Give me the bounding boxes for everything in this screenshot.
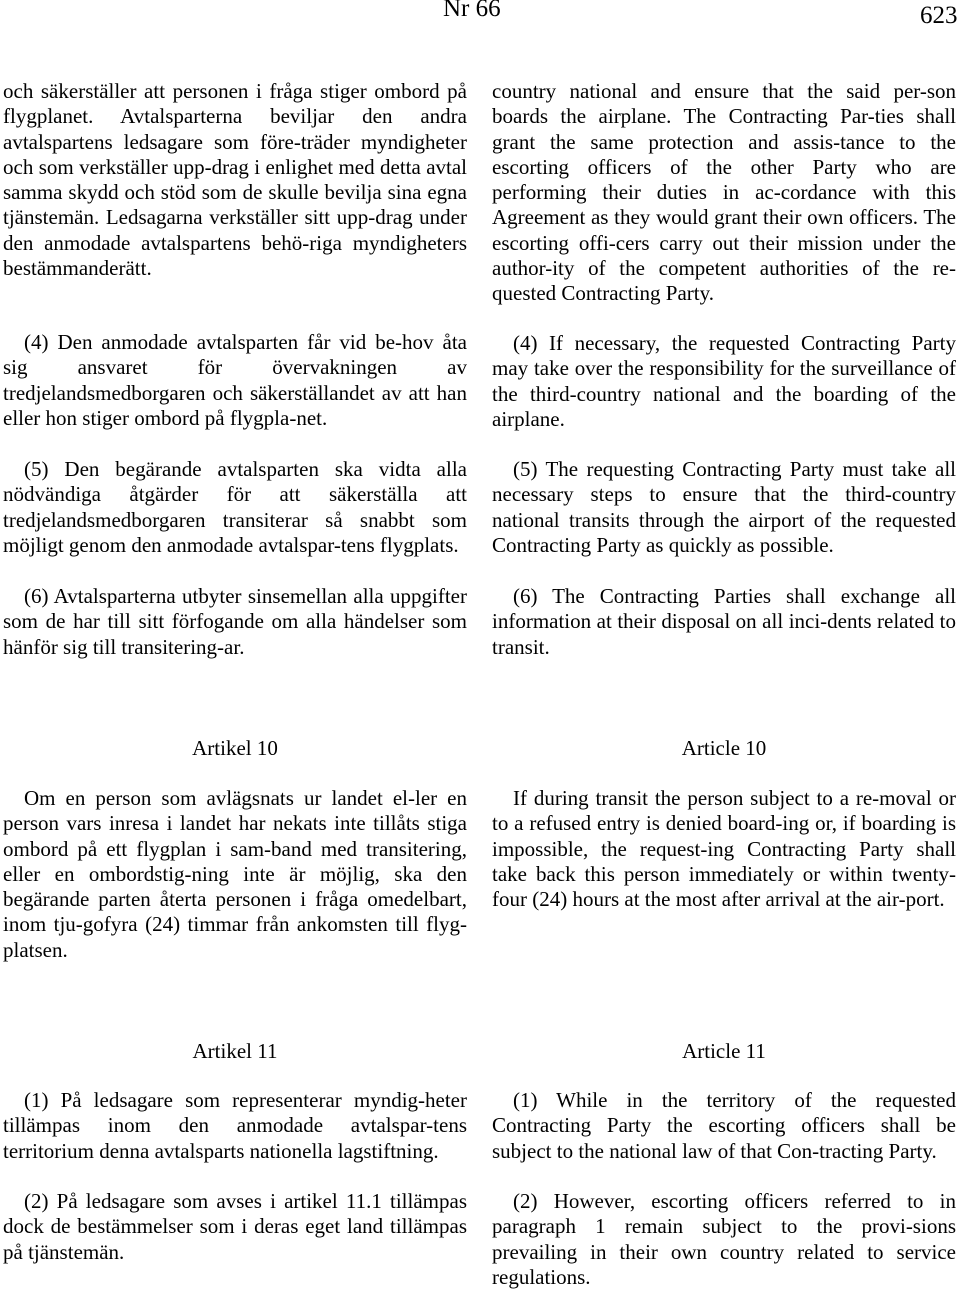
sv-article-11-paragraph-2: (2) På ledsagare som avses i artikel 11.1 tillämpas dock de bestämmelser som i deras eget land tillämpas på tjänstemän. [3,1189,467,1264]
en-paragraph-4: (4) If necessary, the requested Contracting Party may take over the responsibility for the surveillance of the third-country national and the boarding of the airplane. [492,331,956,431]
en-paragraph-5: (5) The requesting Contracting Party must take all necessary steps to ensure that the third-country national transits through the airport of the requested Contracting Party as quickly as possible. [492,457,956,557]
en-article-10-title: Article 10 [681,736,767,760]
sv-article-10-text: Om en person som avlägsnats ur landet el-ler en person vars inresa i landet har nekats inte tillåts stiga ombord på ett flygplan i sam-band med transitering, eller en ombordstig-ning inte är möjlig, ska den begärande parten återta personen i fråga omedelbart, inom tju-gofyra (24) timmar från ankomsten till flyg-platsen. [3,786,467,962]
en-article-10-text: If during transit the person subject to a re-moval or to a refused entry is denied board-ing or, if boarding is impossible, the request-ing Contracting Party shall take back this person immediately or within twenty-four (24) hours at the most after arrival at the air-port. [492,786,956,912]
sv-article-11-title: Artikel 11 [192,1039,278,1063]
sv-paragraph-6: (6) Avtalsparterna utbyter sinsemellan alla uppgifter som de har till sitt förfogande om alla händelser som hänför sig till transitering-ar. [3,584,467,659]
sv-article-10-title: Artikel 10 [192,736,278,760]
en-paragraph-intro: country national and ensure that the said per-son boards the airplane. The Contracting Par-ties shall grant the same protection and assis-tance to the escorting officers of the other Party who are performing their duties in ac-cordance with this Agreement as they would grant their own officers. The escorting offi-cers carry out their mission under the author-ity of the competent authorities of the re-quested Contracting Party. [492,79,956,306]
en-article-11-paragraph-1: (1) While in the territory of the requested Contracting Party the escorting officers shall be subject to the national law of that Con-tracting Party. [492,1088,956,1163]
sv-article-11-paragraph-1: (1) På ledsagare som representerar myndig-heter tillämpas inom den anmodade avtalspar-tens territorium denna avtalsparts nationella lagstiftning. [3,1088,467,1163]
en-article-11-title: Article 11 [682,1039,766,1063]
page-number: 623 [920,2,958,29]
en-paragraph-6: (6) The Contracting Parties shall exchange all information at their disposal on all inci-dents related to transit. [492,584,956,659]
sv-paragraph-4: (4) Den anmodade avtalsparten får vid be-hov åta sig ansvaret för övervakningen av tredjelandsmedborgaren och säkerställandet av att han eller hon stiger ombord på flygpla-net. [3,330,467,430]
sv-paragraph-5: (5) Den begärande avtalsparten ska vidta alla nödvändiga åtgärder för att säkerställa att tredjelandsmedborgaren transiterar så snabbt som möjligt genom den anmodade avtalspar-tens flygplats. [3,457,467,557]
en-article-11-paragraph-2: (2) However, escorting officers referred to in paragraph 1 remain subject to the provi-sions prevailing in their own country related to service regulations. [492,1189,956,1289]
issue-number: Nr 66 [443,0,501,22]
sv-paragraph-intro: och säkerställer att personen i fråga stiger ombord på flygplanet. Avtalsparterna beviljar den andra avtalspartens ledsagare som före-träder myndigheter och som verkställer upp-drag i enlighet med detta avtal samma skydd och stöd som de skulle bevilja sina egna tjänstemän. Ledsagarna verkställer sitt upp-drag under den anmodade avtalspartens behö-riga myndigheters bestämmanderätt. [3,79,467,281]
